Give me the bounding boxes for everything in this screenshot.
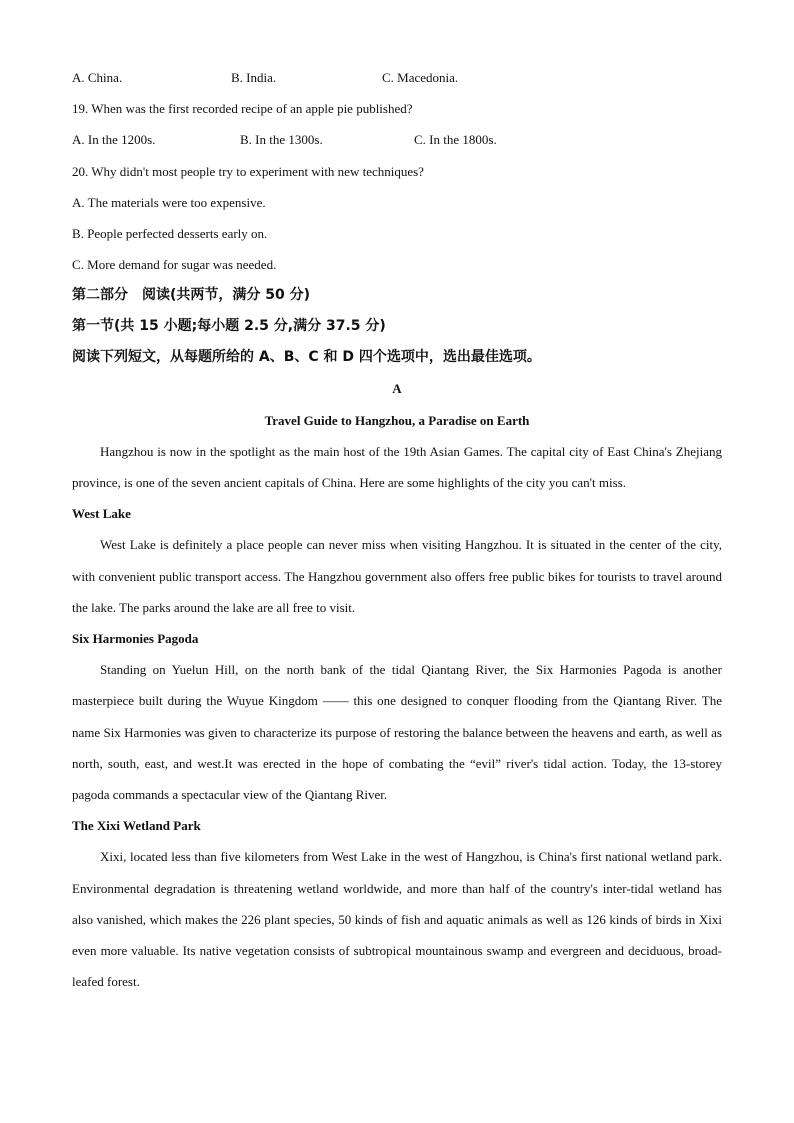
q19-question: 19. When was the first recorded recipe of an apple pie published? [72, 101, 413, 117]
q20-option-a: A. The materials were too expensive. [72, 194, 266, 210]
q20-question: 20. Why didn't most people try to experiment with new techniques? [72, 163, 424, 179]
q19-option-b: B. In the 1300s. [240, 132, 323, 148]
section-heading-xixi: The Xixi Wetland Park [72, 818, 201, 834]
passage-intro: Hangzhou is now in the spotlight as the main host of the 19th Asian Games. The capital city of East China's Zhejiang province, is one of the seven ancient capitals of China. Here are some highlights of the city you can't miss. [72, 443, 722, 491]
q20-option-c: C. More demand for sugar was needed. [72, 257, 277, 273]
section-instruction: 阅读下列短文，从每题所给的 A、B、C 和 D 四个选项中，选出最佳选项。 [72, 349, 541, 366]
section-text-xixi: Xixi, located less than five kilometers from West Lake in the west of Hangzhou, is China's first national wetland park. Environmental degradation is threatening wetland worldwide, and more than half of the country's inter-tidal wetland has also vanished, which makes the 226 plant species, 50 kinds of fish and aquatic animals as well as 126 kinds of birds in Xixi even more valuable. Its native vegetation consists of subtropical mountainous swamp and evergreen and deciduous, broad-leafed forest. [72, 849, 722, 990]
section-text-pagoda: Standing on Yuelun Hill, on the north bank of the tidal Qiantang River, the Six Harmonies Pagoda is another masterpiece built during the Wuyue Kingdom —— this one designed to conquer flooding from the Qiantang River. The name Six Harmonies was given to characterize its purpose of restoring the balance between the heavens and earth, as well as north, south, east, and west.It was erected in the hope of combating the “evil” river's tidal action. Today, the 13-storey pagoda commands a spectacular view of the Qiantang River. [72, 662, 722, 803]
section-heading-west-lake: West Lake [72, 506, 131, 522]
q18-option-b: B. India. [231, 70, 277, 85]
passage-label: A [392, 381, 402, 397]
q19-option-a: A. In the 1200s. [72, 132, 156, 148]
q20-option-b: B. People perfected desserts early on. [72, 226, 268, 242]
q18-option-c: C. Macedonia. [382, 70, 459, 85]
q18-option-a: A. China. [72, 70, 123, 85]
section-text-west-lake: West Lake is definitely a place people can never miss when visiting Hangzhou. It is situated in the center of the city, with convenient public transport access. The Hangzhou government also offers free public bikes for tourists to travel around the lake. The parks around the lake are all free to visit. [72, 537, 722, 615]
passage-title: Travel Guide to Hangzhou, a Paradise on Earth [264, 412, 530, 428]
part-title: 第二部分 阅读(共两节，满分 50 分) [72, 287, 311, 304]
q18-options [72, 62, 722, 93]
q19-options [72, 124, 722, 155]
section-title: 第一节(共 15 小题;每小题 2.5 分,满分 37.5 分) [72, 318, 386, 335]
exam-page [72, 62, 722, 997]
section-heading-pagoda: Six Harmonies Pagoda [72, 631, 199, 647]
q19-option-c: C. In the 1800s. [414, 132, 497, 148]
